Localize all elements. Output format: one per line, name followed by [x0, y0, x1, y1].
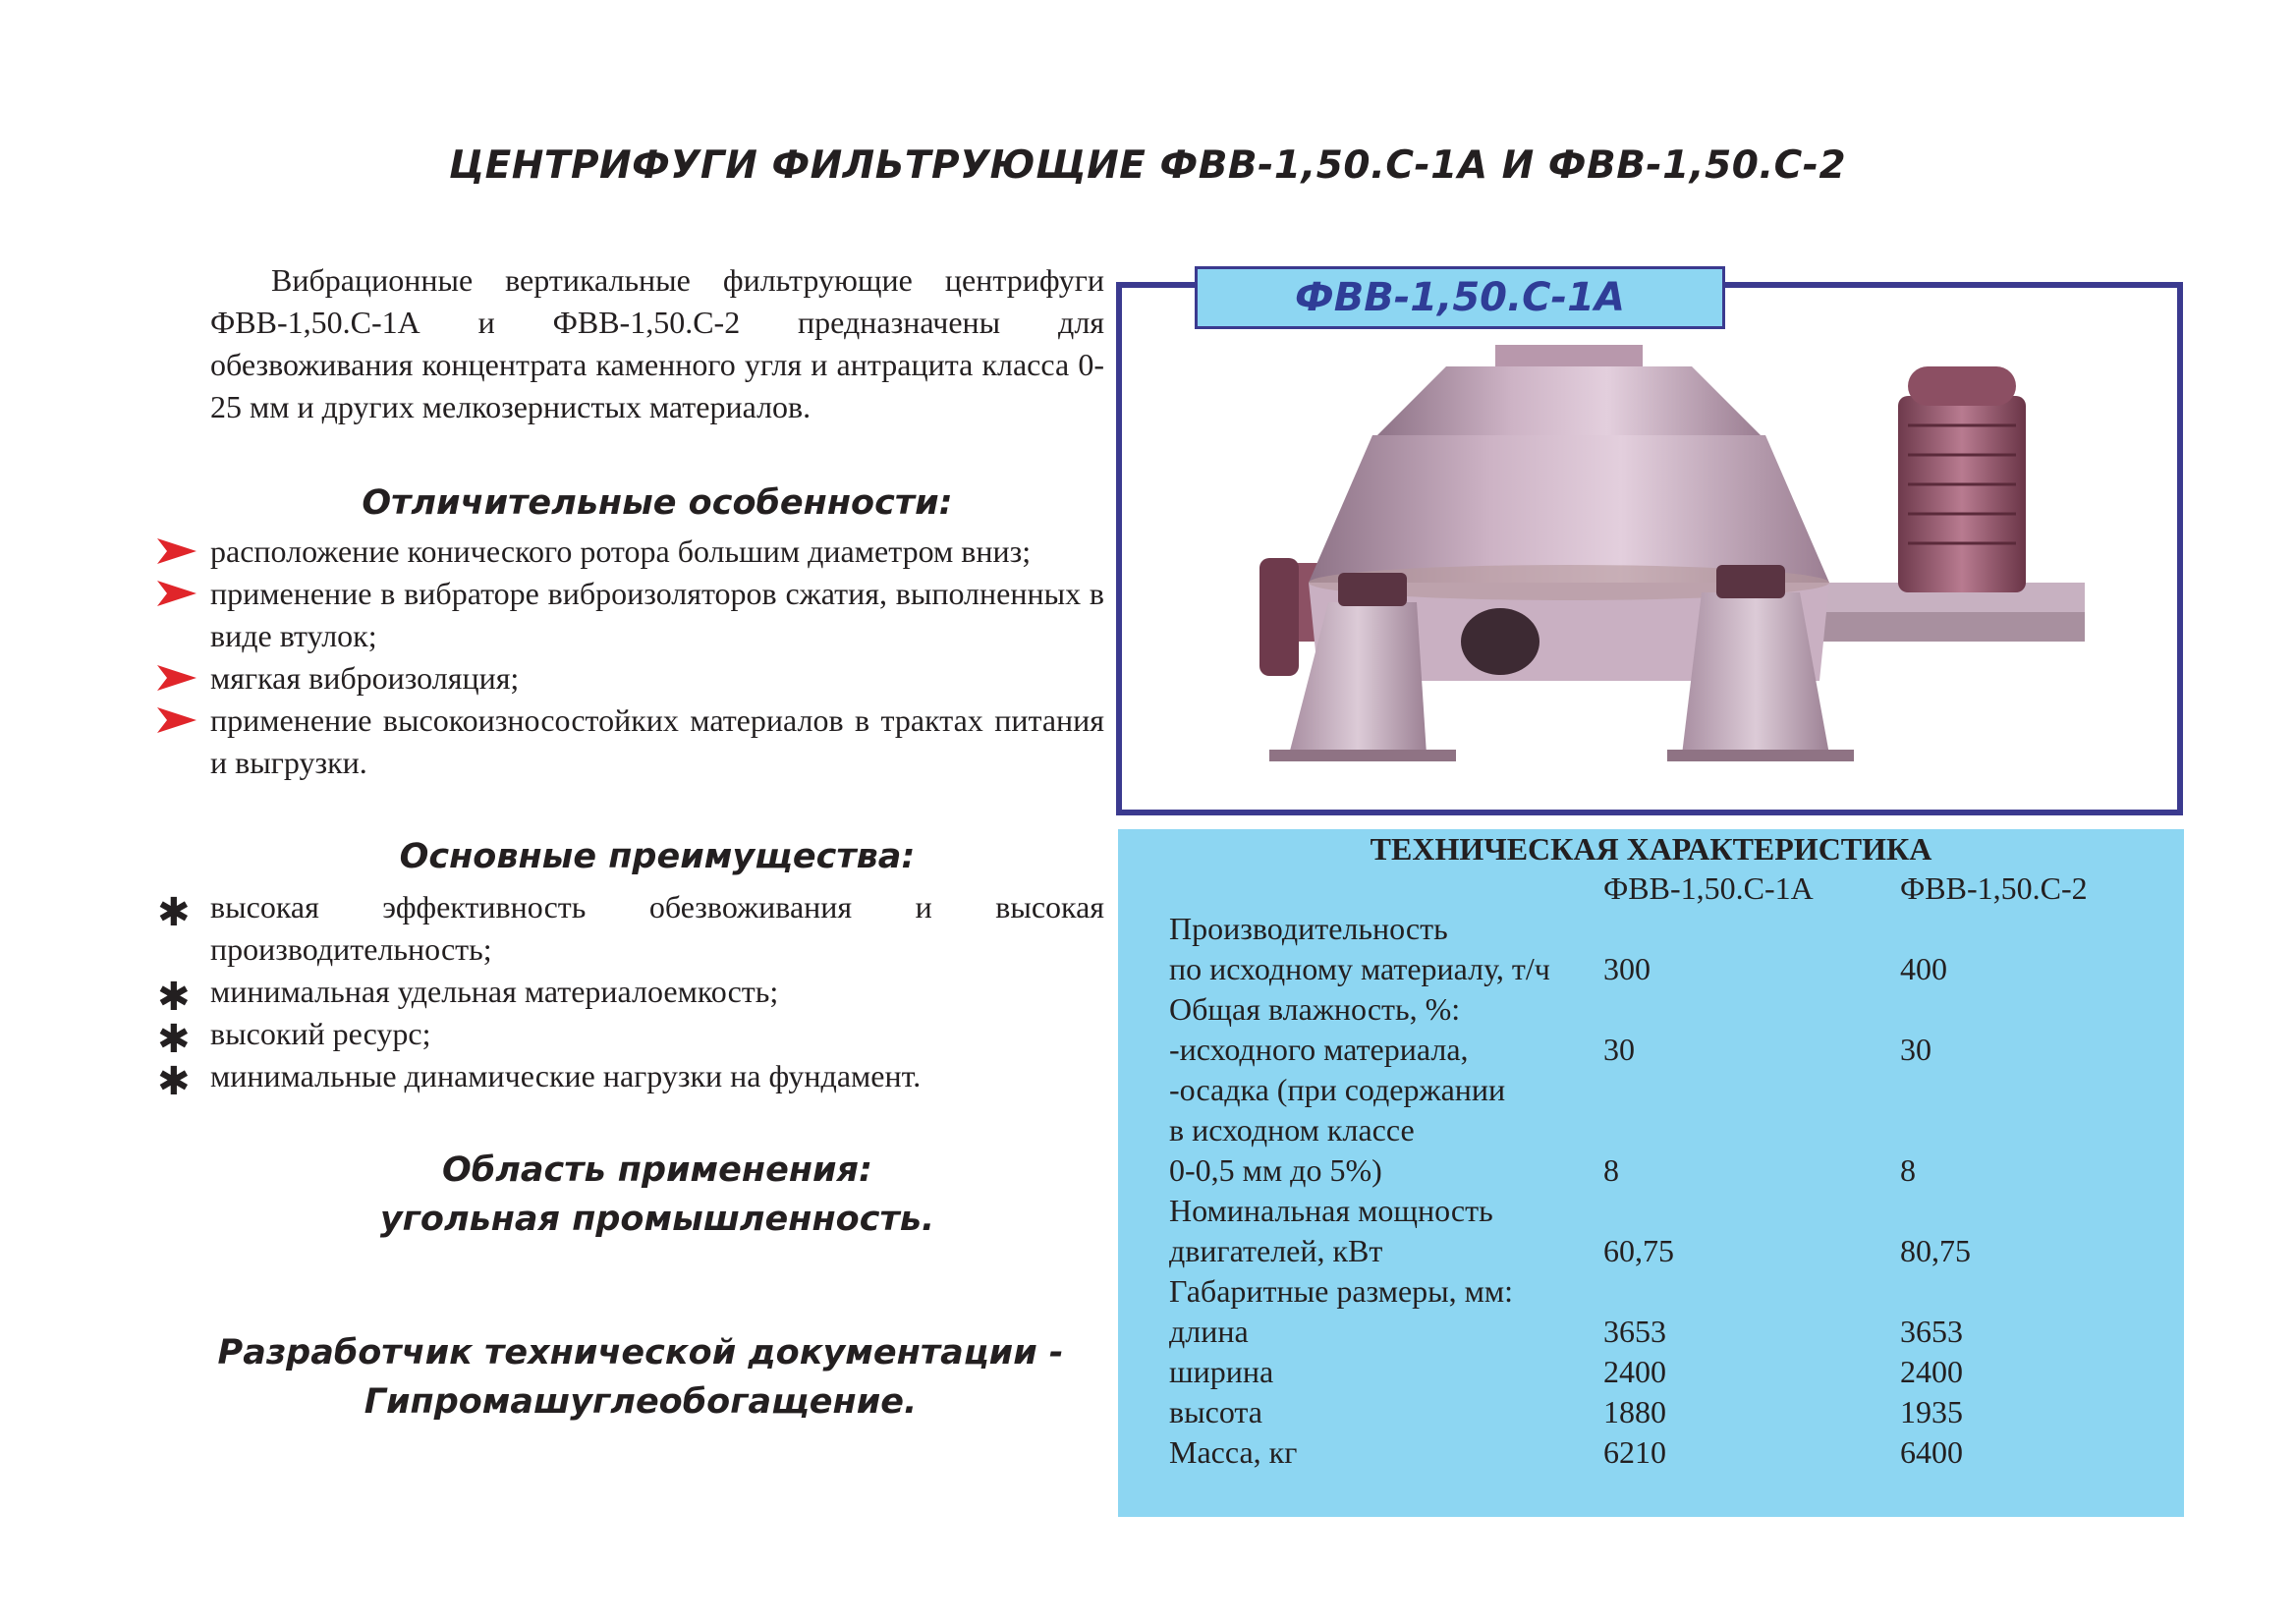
spec-value: 6400 [1900, 1434, 1963, 1470]
intro-paragraph: Вибрационные вертикальные фильтрующие центрифуги ФВВ-1,50.С-1А и ФВВ-1,50.С-2 предназначены для обезвоживания концентрата каменного угля и антрацита класса 0-25 мм и других мелкозернистых материалов. [210, 262, 1104, 424]
application-block [210, 1146, 1104, 1244]
spec-label: в исходном классе [1169, 1112, 1415, 1148]
application-heading: Область применения: [442, 1150, 872, 1190]
spec-label: Производительность [1169, 911, 1448, 946]
list-item: ✱ минимальные динамические нагрузки на фундамент. [157, 1058, 922, 1104]
spec-value: 300 [1603, 951, 1651, 986]
asterisk-icon: ✱ [157, 1017, 191, 1062]
features-list [157, 531, 1104, 784]
asterisk-icon: ✱ [157, 890, 191, 935]
red-arrow-icon [157, 536, 196, 566]
spec-value: 80,75 [1900, 1233, 1971, 1268]
asterisk-icon: ✱ [157, 1059, 191, 1104]
developer-block [177, 1328, 1104, 1427]
spec-label: Масса, кг [1169, 1434, 1298, 1470]
spec-label: 0-0,5 мм до 5%) [1169, 1152, 1382, 1188]
spec-label: -исходного материала, [1169, 1032, 1469, 1067]
spec-label: Общая влажность, %: [1169, 991, 1461, 1027]
spec-value: 30 [1900, 1032, 1931, 1067]
spec-value: 3653 [1603, 1314, 1666, 1349]
spec-table [1118, 0, 2184, 1624]
spec-col-header: ФВВ-1,50.С-1А [1603, 870, 1814, 906]
spec-title: ТЕХНИЧЕСКАЯ ХАРАКТЕРИСТИКА [1370, 831, 1932, 867]
red-arrow-icon [157, 705, 196, 735]
developer-value: Гипромашуглеобогащение. [364, 1382, 918, 1422]
red-arrow-icon [157, 663, 196, 693]
list-item: ✱ высокая эффективность обезвоживания и высокая производительность; [157, 889, 1104, 967]
list-item: ✱ высокий ресурс; [157, 1016, 431, 1062]
spec-label: -осадка (при содержании [1169, 1072, 1506, 1107]
developer-heading: Разработчик технической документации - [217, 1333, 1064, 1372]
spec-label: Габаритные размеры, мм: [1169, 1273, 1514, 1309]
advantages-heading: Основные преимущества: [399, 837, 916, 876]
spec-value: 2400 [1603, 1354, 1666, 1389]
spec-value: 8 [1603, 1152, 1619, 1188]
spec-value: 60,75 [1603, 1233, 1674, 1268]
spec-label: высота [1169, 1394, 1262, 1429]
application-value: угольная промышленность. [379, 1200, 935, 1239]
model-label: ФВВ-1,50.С-1А [1195, 266, 1725, 329]
spec-value: 6210 [1603, 1434, 1666, 1470]
spec-value: 1880 [1603, 1394, 1666, 1429]
spec-value: 2400 [1900, 1354, 1963, 1389]
list-item: расположение конического ротора большим диаметром вниз; [157, 531, 1104, 573]
spec-label: двигателей, кВт [1169, 1233, 1383, 1268]
spec-value: 400 [1900, 951, 1947, 986]
advantages-list [157, 886, 1104, 1104]
page-title: ЦЕНТРИФУГИ ФИЛЬТРУЮЩИЕ ФВВ-1,50.С-1А И ФВВ-1,50.С-2 [448, 143, 1847, 188]
spec-value: 3653 [1900, 1314, 1963, 1349]
red-arrow-icon [157, 579, 196, 608]
spec-value: 1935 [1900, 1394, 1963, 1429]
list-item: мягкая виброизоляция; [157, 657, 1104, 700]
spec-label: длина [1169, 1314, 1249, 1349]
asterisk-icon: ✱ [157, 975, 191, 1020]
spec-value: 30 [1603, 1032, 1635, 1067]
features-heading: Отличительные особенности: [362, 483, 953, 523]
spec-label: ширина [1169, 1354, 1274, 1389]
list-item: применение в вибраторе виброизоляторов сжатия, выполненных в виде втулок; [157, 573, 1104, 657]
spec-label: по исходному материалу, т/ч [1169, 951, 1550, 986]
list-item: ✱ минимальная удельная материалоемкость; [157, 974, 779, 1020]
list-item: применение высокоизносостойких материалов в трактах питания и выгрузки. [157, 700, 1104, 784]
spec-value: 8 [1900, 1152, 1916, 1188]
spec-label: Номинальная мощность [1169, 1193, 1493, 1228]
spec-col-header: ФВВ-1,50.С-2 [1900, 870, 2088, 906]
